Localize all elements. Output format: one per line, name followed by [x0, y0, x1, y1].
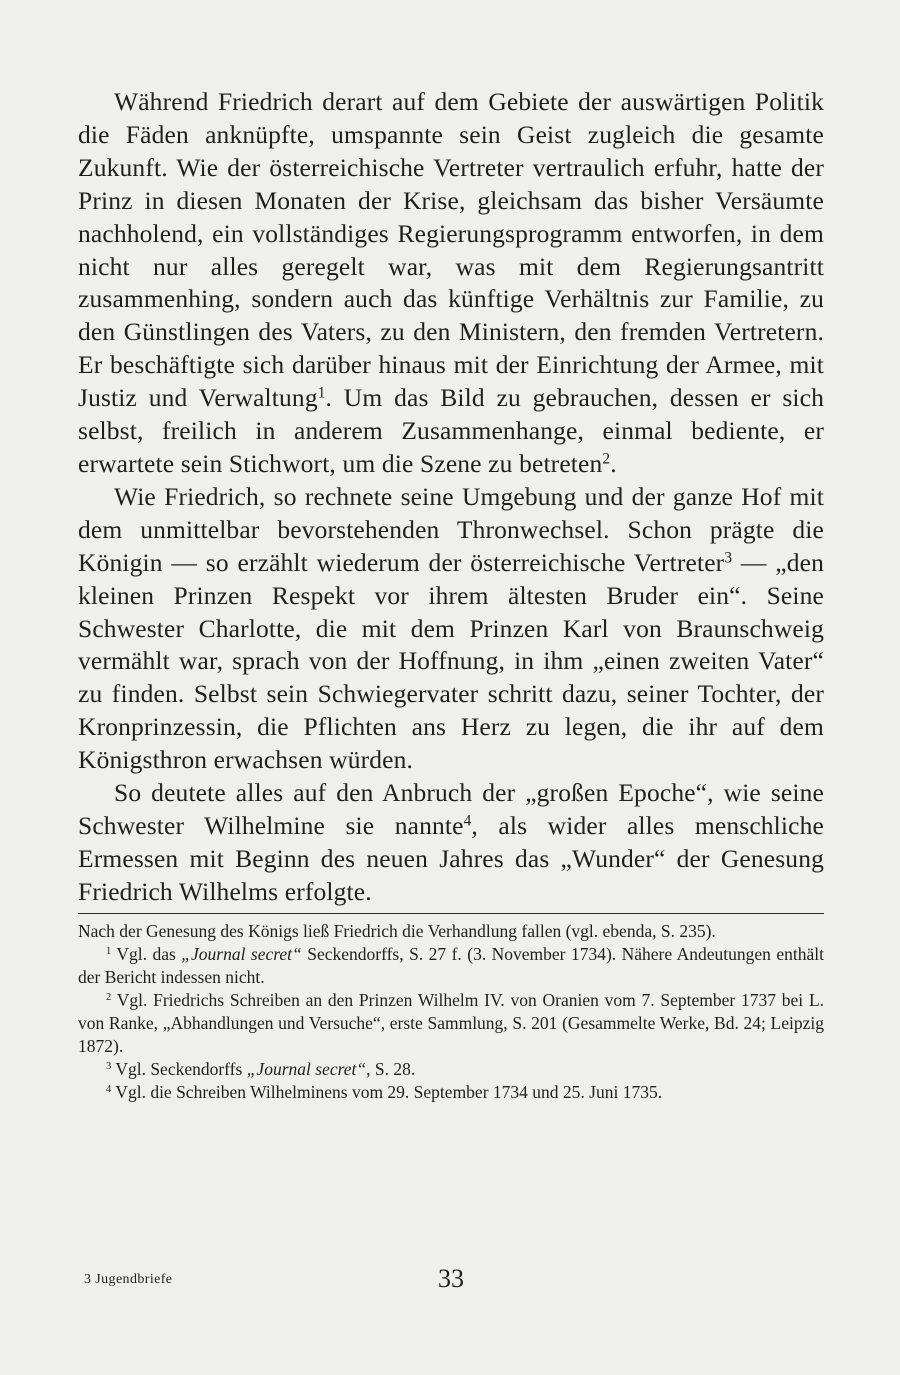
text-run: Seckendorffs, S. 27 f. (3. November 1734). Nähere Andeutungen enthält der Bericht indessen nicht. [78, 943, 824, 987]
text-run: Vgl. die Schreiben Wilhelminens vom 29. September 1734 und 25. Juni 1735. [115, 1082, 663, 1103]
footnote-reference: 2 [602, 450, 611, 468]
footnote-number: 1 [106, 945, 112, 957]
footnote-number: 3 [106, 1061, 112, 1073]
text-run: , S. 28. [366, 1059, 416, 1080]
text-run: . [610, 448, 617, 478]
text-run: Vgl. das [116, 943, 182, 964]
footnote [78, 943, 824, 989]
paragraph [78, 86, 824, 481]
italic-title: „Journal secret“ [246, 1059, 367, 1080]
text-run: . Um das Bild zu gebrauchen, dessen er sich selbst, freilich in anderem Zusammenhange, einmal bediente, er erwartete sein Stichwort, um die Szene zu betreten [78, 383, 824, 478]
footnote-continuation: Nach der Genesung des Königs ließ Friedrich die Verhandlung fallen (vgl. ebenda, S. 235). [78, 920, 716, 941]
page-footer [84, 1264, 824, 1294]
footnote [78, 1058, 824, 1081]
paragraph [78, 481, 824, 777]
text-run: , als wider alles menschliche Ermessen mit Beginn des neuen Jahres das „Wunder“ der Genesung Friedrich Wilhelms erfolgte. [78, 810, 824, 906]
text-run: So deutete alles auf den Anbruch der „großen Epoche“, wie seine Schwester Wilhelmine sie nannte [78, 778, 824, 840]
text-run: Vgl. Seckendorffs [115, 1059, 247, 1080]
footnote-reference: 3 [724, 549, 733, 567]
footnote-number: 2 [106, 992, 112, 1004]
text-run: — „den kleinen Prinzen Respekt vor ihrem ältesten Bruder ein“. Seine Schwester Charlotte, die mit dem Prinzen Karl von Braunschweig vermählt war, sprach von der Hoffnung, in ihm „einen zweiten Vater“ zu finden. Selbst sein Schwiegervater schritt dazu, seiner Tochter, der Kronprinzessin, die Pflichten ans Herz zu legen, die ihr auf dem Königsthron erwachsen würden. [78, 547, 824, 775]
footnote-reference: 4 [463, 812, 472, 830]
italic-title: „Journal secret“ [181, 943, 302, 964]
footnotes [78, 920, 824, 1105]
footnote [78, 1081, 824, 1104]
printer-signature: 3 Jugendbriefe [84, 1272, 173, 1287]
main-text [78, 86, 824, 909]
footnote [78, 989, 824, 1058]
page-number: 33 [438, 1264, 464, 1293]
text-run: Vgl. Friedrichs Schreiben an den Prinzen Wilhelm IV. von Oranien vom 7. September 1737 bei L. von Ranke, „Abhandlungen und Versuche“, erste Sammlung, S. 201 (Gesammelte Werke, Bd. 24; Leipzig 1872). [78, 989, 825, 1057]
page [78, 86, 824, 1104]
footnote-number: 4 [106, 1084, 112, 1096]
text-run: Wie Friedrich, so rechnete seine Umgebung und der ganze Hof mit dem unmittelbar bevorstehenden Thronwechsel. Schon prägte die Königin — so erzählt wiederum der österreichische Vertreter [78, 481, 824, 577]
paragraph [78, 777, 824, 909]
footnote-reference: 1 [317, 384, 326, 402]
text-run: Während Friedrich derart auf dem Gebiete der auswärtigen Politik die Fäden anknüpfte, umspannte sein Geist zugleich die gesamte Zukunft. Wie der österreichische Vertreter vertraulich erfuhr, hatte der Prinz in diesen Monaten der Krise, gleichsam das bisher Versäumte nachholend, ein vollständiges Regierungsprogramm entworfen, in dem nicht nur alles geregelt war, was mit dem Regierungsantritt zusammenhing, sondern auch das künftige Verhältnis zur Familie, zu den Günstlingen des Vaters, zu den Ministern, den fremden Vertretern. Er beschäftigte sich darüber hinaus mit der Einrichtung der Armee, mit Justiz und Verwaltung [78, 87, 824, 413]
footnote-divider [78, 913, 824, 914]
